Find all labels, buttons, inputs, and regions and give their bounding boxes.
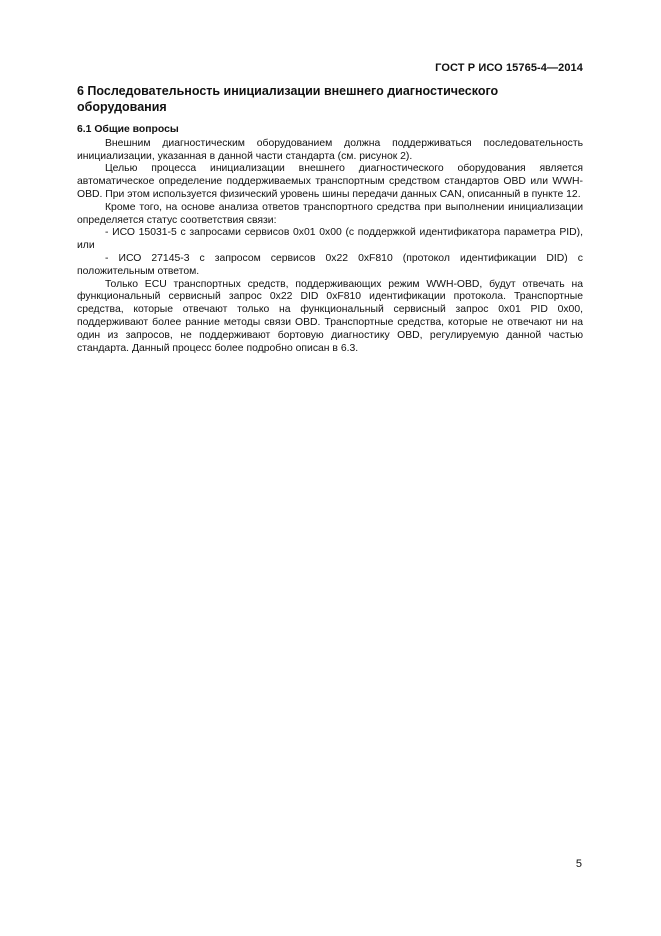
paragraph: Целью процесса инициализации внешнего диагностического оборудования является автоматическое определение поддерживаемых транспортным средством стандартов OBD или WWH-OBD. При этом используется физический уровень шины передачи данных CAN, описанный в пункте 12. [77, 163, 583, 200]
paragraph: Кроме того, на основе анализа ответов транспортного средства при выполнении инициализации определяется статус соответствия связи: [77, 201, 583, 226]
paragraph: Только ECU транспортных средств, поддерживающих режим WWH-OBD, будут отвечать на функциональный сервисный запрос 0x22 DID 0xF810 идентификации протокола. Транспортные средства, которые отвечают только на функциональный сервисный запрос 0x01 PID 0x00, поддерживают более ранние методы связи OBD. Транспортные средства, которые не отвечают ни на один из запросов, не поддерживают бортовую диагностику OBD, регулируемую данной частью стандарта. Данный процесс более подробно описан в 6.3. [77, 278, 583, 354]
page-number: 5 [575, 858, 582, 870]
list-item: - ИСО 15031-5 с запросами сервисов 0x01 0x00 (с поддержкой идентификатора параметра PID), или [77, 227, 583, 252]
list-item: - ИСО 27145-3 с запросом сервисов 0x22 0xF810 (протокол идентификации DID) с положительным ответом. [77, 252, 583, 277]
section-title-line-1: 6 Последовательность инициализации внешнего диагностического [77, 84, 499, 98]
section-body [77, 124, 583, 355]
section-title-line-2: оборудования [77, 100, 167, 114]
paragraph: Внешним диагностическим оборудованием должна поддерживаться последовательность инициализации, указанная в данной части стандарта (см. рисунок 2). [77, 137, 583, 162]
subsection-title: 6.1 Общие вопросы [77, 124, 179, 135]
document-code: ГОСТ Р ИСО 15765-4—2014 [435, 62, 583, 74]
section-title [77, 83, 577, 115]
